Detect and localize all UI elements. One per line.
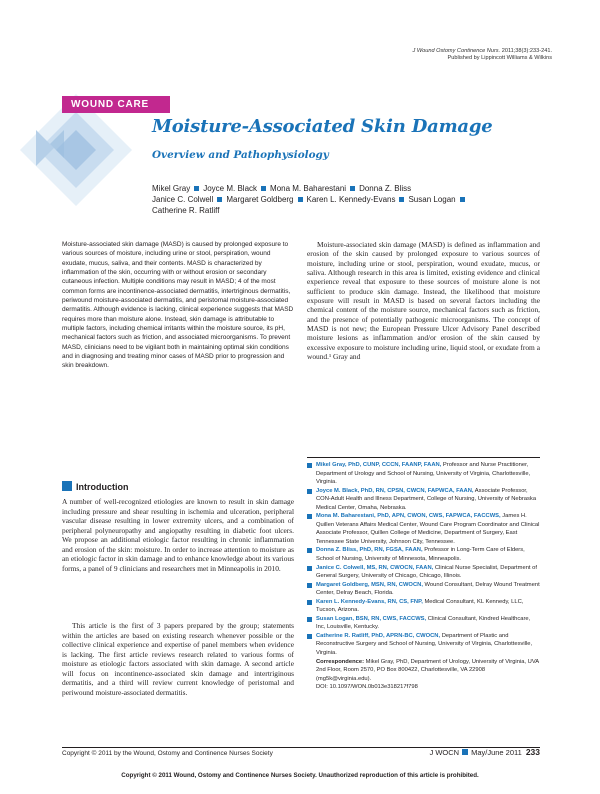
footer-copyright: Copyright © 2011 by the Wound, Ostomy and Continence Nurses Society xyxy=(62,750,273,757)
journal-citation xyxy=(192,48,552,62)
footer-journal: J WOCN xyxy=(429,748,460,757)
affiliation-text: Wound Consultant, Delray Wound Treatment Center, Delray Beach, Florida. xyxy=(316,581,540,597)
section-banner: WOUND CARE xyxy=(62,96,170,113)
affiliation-text: Associate Professor, CON-Adult Health and Illness Department, College of Nursing, University of Nebraska Medical Center, Omaha, Nebraska. xyxy=(316,487,537,511)
affiliation-name: Catherine R. Ratliff, PhD, APRN-BC, CWOCN, xyxy=(316,632,441,639)
affiliation-item xyxy=(307,461,540,487)
footer-issue: May/June 2011 xyxy=(471,748,522,757)
affiliation-item xyxy=(307,632,540,658)
affiliation-text: Clinical Nurse Specialist, Department of General Surgery, University of Chicago, Chicago, Illinois. xyxy=(316,564,537,580)
affiliation-name: Joyce M. Black, PhD, RN, CPSN, CWCN, FAPWCA, FAAN, xyxy=(316,487,474,494)
affiliation-divider xyxy=(307,457,540,458)
author-name: Mona M. Baharestani xyxy=(270,184,347,193)
affiliation-item xyxy=(307,598,540,615)
author-list xyxy=(152,183,532,216)
affiliation-name: Donna Z. Bliss, PhD, RN, FGSA, FAAN, xyxy=(316,547,423,554)
bullet-square-icon xyxy=(307,634,312,639)
separator-square-icon xyxy=(350,186,355,191)
affiliation-text: Professor and Nurse Practitioner, Department of Urology and School of Nursing, University of Virginia, Charlottesville, Virginia. xyxy=(316,462,531,486)
bullet-square-icon xyxy=(307,548,312,553)
body-paragraph-right: Moisture-associated skin damage (MASD) is defined as inflammation and erosion of the skin caused by prolonged exposure to various sources of moisture, including urine or stool, perspiration, wound exudate, mucus, or saliva. Although research in this area is limited, existing evidence and clinical experience reveal that exposure to these sources of moisture alone is not sufficient to produce skin damage. Instead, the likelihood that moisture exposure will result in MASD is based on several factors including the chemical content of the moisture source, mechanical factors such as friction, and the presence of potentially pathogenic microorganisms. The concept of MASD is not new; the European Pressure Ulcer Advisory Panel described moisture lesions as inflammation and/or erosion of the skin caused by excessive exposure to moisture including urine, liquid stool, or exudate from a wound.¹ Gray and xyxy=(307,240,540,362)
citation-journal: J Wound Ostomy Continence Nurs. xyxy=(412,48,501,54)
affiliation-text: Professor in Long-Term Care of Elders, School of Nursing, University of Minnesota, Minneapolis. xyxy=(316,547,525,563)
bullet-square-icon xyxy=(307,514,312,519)
intro-paragraph-1: A number of well-recognized etiologies are known to result in skin damage including pressure and shear resulting in ischemia and ulceration, peripheral vascular disease resulting in lower extremity ulcers, and a combination of peripheral polyneuropathy and angiopathy resulting in diabetic foot ulcers. We propose an additional etiologic factor resulting in chronic inflammation and erosion of the skin: moisture. In order to increase attention to moisture as an etiologic factor in skin damage and to enhance knowledge about its various forms, a panel of 9 clinicians and researchers met in Minneapolis in 2010. xyxy=(62,497,294,573)
reproduction-notice: Copyright © 2011 Wound, Ostomy and Continence Nurses Society. Unauthorized reproduction of this article is prohibited. xyxy=(121,772,479,779)
affiliations xyxy=(307,461,540,692)
bullet-square-icon xyxy=(307,566,312,571)
separator-square-icon xyxy=(261,186,266,191)
affiliation-name: Mona M. Baharestani, PhD, APN, CWON, CWS, FAPWCA, FACCWS, xyxy=(316,513,501,520)
article-title: Moisture-Associated Skin Damage xyxy=(152,116,493,137)
affiliation-item xyxy=(307,615,540,632)
bullet-square-icon xyxy=(307,617,312,622)
bullet-square-icon xyxy=(307,463,312,468)
heading-square-icon xyxy=(62,481,72,491)
author-name: Mikel Gray xyxy=(152,184,191,193)
author-name: Donna Z. Bliss xyxy=(359,184,412,193)
separator-square-icon xyxy=(399,197,404,202)
intro-paragraph-2: This article is the first of 3 papers prepared by the group; statements within the articles are based on existing research whenever possible or the collective clinical experience and expertise of panel members when evidence is lacking. The first article reviews research related to various forms of moisture as etiologic factors associated with skin damage. A second article will focus on incontinence-associated skin damage and intertriginous dermatitis, and a third will review current knowledge of peristomal and periwound moisture-associated dermatitis. xyxy=(62,621,294,697)
author-name: Margaret Goldberg xyxy=(226,195,294,204)
author-name: Catherine R. Ratliff xyxy=(152,206,220,215)
correspondence-text: Mikel Gray, PhD, Department of Urology, University of Virginia, UVA 2nd Floor, Room 2570, PO Box 800422, Charlottesville, VA 22908 (mg5k@virginia.edu). xyxy=(316,658,539,682)
citation-details: 2011;38(3):233-241. xyxy=(501,48,552,54)
footer-journal-info xyxy=(429,747,540,757)
separator-square-icon xyxy=(217,197,222,202)
correspondence xyxy=(307,658,540,684)
separator-square-icon xyxy=(194,186,199,191)
separator-square-icon xyxy=(298,197,303,202)
affiliation-text: Department of Plastic and Reconstructive Surgery and School of Nursing, University of Virginia, Charlottesville, Virginia. xyxy=(316,632,533,657)
introduction-heading xyxy=(62,481,294,493)
bullet-square-icon xyxy=(307,489,312,494)
page-number: 233 xyxy=(525,747,540,757)
affiliation-name: Margaret Goldberg, MSN, RN, CWOCN, xyxy=(316,581,423,588)
affiliation-item xyxy=(307,512,540,546)
article-subtitle: Overview and Pathophysiology xyxy=(152,149,329,161)
affiliation-item xyxy=(307,564,540,581)
bullet-square-icon xyxy=(307,600,312,605)
affiliation-item xyxy=(307,487,540,513)
footer-square-icon xyxy=(462,749,468,755)
separator-square-icon xyxy=(460,197,465,202)
affiliation-text: James H. Quillen Veterans Affairs Medical Center, Wound Care Program Coordinator and Clinical Associate Professor, Quillen College of Medicine, Department of Surgery, East Tennessee State University, Johnson City, Tennessee. xyxy=(316,513,540,545)
citation-publisher: Published by Lippincott Williams & Wilkins xyxy=(447,55,552,61)
author-name: Joyce M. Black xyxy=(203,184,258,193)
author-name: Susan Logan xyxy=(408,195,456,204)
introduction-heading-label: Introduction xyxy=(76,482,129,492)
affiliation-name: Susan Logan, BSN, RN, CWS, FACCWS, xyxy=(316,615,427,622)
author-name: Janice C. Colwell xyxy=(152,195,214,204)
abstract: Moisture-associated skin damage (MASD) is caused by prolonged exposure to various sources of moisture, including urine or stool, perspiration, wound exudate, mucus, saliva, and their contents. MASD is characterized by inflammation of the skin, occurring with or without erosion or secondary cutaneous infection. Multiple conditions may result in MASD; 4 of the most common forms are incontinence-associated dermatitis, intertriginous dermatitis, periwound moisture-associated dermatitis, and peristomal moisture-associated dermatitis. Although evidence is lacking, clinical experience suggests that MASD requires more than moisture alone. Instead, skin damage is attributable to multiple factors, including chemical irritants within the moisture source, its pH, mechanical factors such as friction, and associated microorganisms. To prevent MASD, clinicians need to be vigilant both in maintaining optimal skin conditions and in diagnosing and treating minor cases of MASD prior to progression and skin breakdown. xyxy=(62,241,294,370)
affiliation-text: Clinical Consultant, Kindred Healthcare, Inc, Louisville, Kentucky. xyxy=(316,615,531,631)
author-name: Karen L. Kennedy-Evans xyxy=(306,195,396,204)
correspondence-label: Correspondence: xyxy=(316,658,364,665)
doi: DOI: 10.1097/WON.0b013e318217f798 xyxy=(316,684,418,691)
affiliation-name: Janice C. Colwell, MS, RN, CWOCN, FAAN, xyxy=(316,564,434,571)
affiliation-text: Medical Consultant, KL Kennedy, LLC, Tucson, Arizona. xyxy=(316,598,524,614)
affiliation-name: Mikel Gray, PhD, CUNP, CCCN, FAANP, FAAN, xyxy=(316,462,442,468)
affiliation-item xyxy=(307,581,540,598)
bullet-square-icon xyxy=(307,583,312,588)
affiliation-item xyxy=(307,546,540,563)
affiliation-name: Karen L. Kennedy-Evans, RN, CS, FNP, xyxy=(316,598,423,605)
